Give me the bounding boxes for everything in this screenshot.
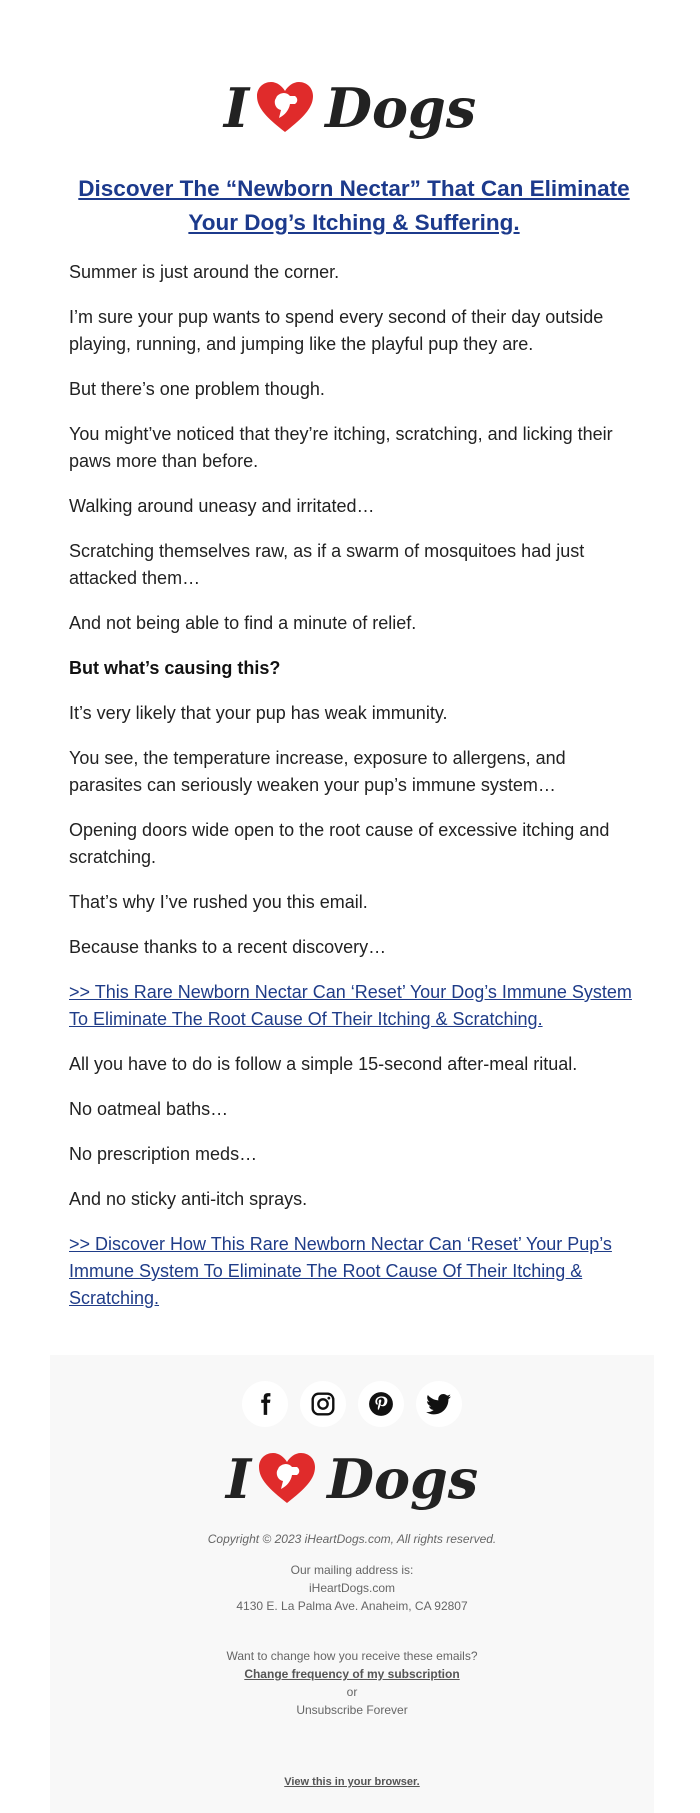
paragraph: It’s very likely that your pup has weak immunity.: [69, 703, 448, 723]
twitter-icon: [426, 1391, 452, 1417]
cta-link-1[interactable]: >> This Rare Newborn Nectar Can ‘Reset’ Your Dog’s Immune System To Eliminate The Root Cause Of Their Itching & Scratching.: [69, 982, 632, 1029]
paragraph: You might’ve noticed that they’re itching, scratching, and licking their paws more than before.: [69, 424, 613, 471]
heart-dog-icon: [257, 82, 313, 134]
mailing-address: [50, 1561, 654, 1615]
heart-dog-icon: [259, 1453, 315, 1505]
or-text: or: [346, 1685, 358, 1699]
logo-text-dogs: Dogs: [325, 76, 477, 140]
paragraph: Summer is just around the corner.: [69, 262, 340, 282]
headline-link[interactable]: Discover The “Newborn Nectar” That Can Eliminate Your Dog’s Itching & Suffering.: [78, 176, 630, 235]
street-address: 4130 E. La Palma Ave. Anaheim, CA 92807: [236, 1599, 468, 1613]
paragraph: And not being able to find a minute of relief.: [69, 613, 417, 633]
instagram-icon: [310, 1391, 336, 1417]
change-prompt: Want to change how you receive these emails?: [226, 1649, 478, 1663]
social-links: [50, 1381, 654, 1427]
footer-logo[interactable]: [50, 1439, 654, 1519]
logo-text-i: I: [223, 76, 250, 140]
pinterest-link[interactable]: [358, 1381, 404, 1427]
logo-text-i: I: [225, 1447, 252, 1511]
paragraph: No oatmeal baths…: [69, 1099, 229, 1119]
paragraph: Opening doors wide open to the root cause of excessive itching and scratching.: [69, 820, 610, 867]
paragraph: That’s why I’ve rushed you this email.: [69, 892, 368, 912]
subscription-options: [50, 1647, 654, 1719]
bold-question: But what’s causing this?: [69, 658, 281, 678]
paragraph: And no sticky anti-itch sprays.: [69, 1189, 308, 1209]
email-body: [69, 172, 639, 1330]
paragraph: No prescription meds…: [69, 1144, 258, 1164]
facebook-link[interactable]: [242, 1381, 288, 1427]
copyright-text: Copyright © 2023 iHeartDogs.com, All rights reserved.: [207, 1532, 497, 1546]
instagram-link[interactable]: [300, 1381, 346, 1427]
view-in-browser-link[interactable]: View this in your browser.: [284, 1776, 420, 1788]
paragraph: But there’s one problem though.: [69, 379, 325, 399]
paragraph: I’m sure your pup wants to spend every second of their day outside playing, running, and jumping like the playful pup they are.: [69, 307, 604, 354]
change-frequency-link[interactable]: Change frequency of my subscription: [244, 1667, 460, 1681]
footer: [50, 1355, 654, 1813]
paragraph: You see, the temperature increase, exposure to allergens, and parasites can seriously weaken your pup’s immune system…: [69, 748, 566, 795]
logo-text-dogs: Dogs: [327, 1447, 479, 1511]
paragraph: Because thanks to a recent discovery…: [69, 937, 387, 957]
paragraph: Walking around uneasy and irritated…: [69, 496, 375, 516]
paragraph: Scratching themselves raw, as if a swarm of mosquitoes had just attacked them…: [69, 541, 585, 588]
cta-link-2[interactable]: >> Discover How This Rare Newborn Nectar Can ‘Reset’ Your Pup’s Immune System To Eliminate The Root Cause Of Their Itching & Scratching.: [69, 1234, 612, 1308]
header-logo[interactable]: [0, 68, 700, 148]
facebook-icon: [252, 1391, 278, 1417]
unsubscribe-link[interactable]: Unsubscribe Forever: [296, 1703, 408, 1717]
pinterest-icon: [368, 1391, 394, 1417]
paragraph: All you have to do is follow a simple 15-second after-meal ritual.: [69, 1054, 578, 1074]
twitter-link[interactable]: [416, 1381, 462, 1427]
company-name: iHeartDogs.com: [308, 1581, 396, 1595]
mailing-label: Our mailing address is:: [290, 1563, 414, 1577]
